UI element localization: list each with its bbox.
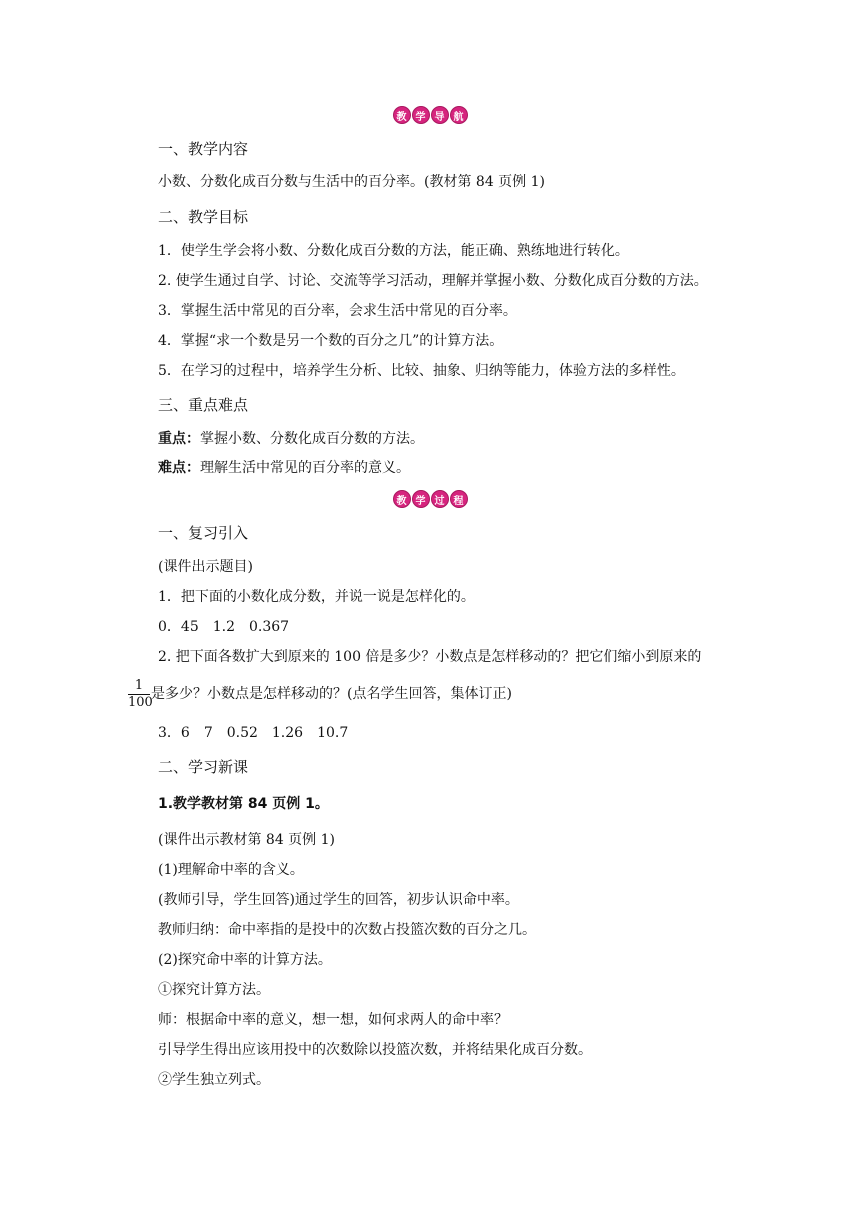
lesson-line: 引导学生得出应该用投中的次数除以投篮次数，并将结果化成百分数。 (158, 1042, 592, 1058)
review-question-cont: 是多少？小数点是怎样移动的？(点名学生回答，集体订正) (151, 686, 512, 702)
badge-char: 教 (393, 106, 411, 124)
key-point-text: 掌握小数、分数化成百分数的方法。 (200, 431, 424, 447)
difficult-point-label: 难点： (158, 460, 200, 476)
lesson-line: 师：根据命中率的意义，想一想，如何求两人的命中率？ (158, 1012, 508, 1028)
fraction-numerator: 1 (128, 678, 150, 695)
lesson-line: 教师归纳：命中率指的是投中的次数占投篮次数的百分之几。 (158, 922, 536, 938)
objective-item: 5．在学习的过程中，培养学生分析、比较、抽象、归纳等能力，体验方法的多样性。 (158, 363, 685, 379)
key-point (158, 429, 424, 449)
badge-char: 教 (393, 490, 411, 508)
teaching-guide-badge (0, 106, 860, 124)
lesson-subtitle: 1.教学教材第 84 页例 1。 (158, 796, 329, 812)
badge-char: 航 (450, 106, 468, 124)
review-numbers: 0．45 1.2 0.367 (158, 619, 290, 635)
lesson-line: ②学生独立列式。 (158, 1072, 270, 1088)
key-point-label: 重点： (158, 431, 200, 447)
review-numbers: 3．6 7 0.52 1.26 10.7 (158, 725, 349, 741)
badge-char: 学 (412, 106, 430, 124)
difficult-point (158, 458, 410, 478)
content-text: 小数、分数化成百分数与生活中的百分率。(教材第 84 页例 1) (158, 174, 545, 190)
difficult-point-text: 理解生活中常见的百分率的意义。 (200, 460, 410, 476)
lesson-line: (1)理解命中率的含义。 (158, 862, 304, 878)
objective-item: 3．掌握生活中常见的百分率，会求生活中常见的百分率。 (158, 303, 517, 319)
section-title-objectives: 二、教学目标 (158, 208, 249, 226)
lesson-line: (课件出示教材第 84 页例 1) (158, 832, 335, 848)
section-title-keypoints: 三、重点难点 (158, 396, 249, 414)
objective-item: 1．使学生学会将小数、分数化成百分数的方法，能正确、熟练地进行转化。 (158, 243, 629, 259)
objective-item: 4．掌握“求一个数是另一个数的百分之几”的计算方法。 (158, 333, 504, 349)
objective-item: 2. 使学生通过自学、讨论、交流等学习活动，理解并掌握小数、分数化成百分数的方法。 (158, 273, 708, 289)
badge-char: 导 (431, 106, 449, 124)
lesson-line: (教师引导，学生回答)通过学生的回答，初步认识命中率。 (158, 892, 519, 908)
lesson-line: ①探究计算方法。 (158, 982, 270, 998)
badge-char: 过 (431, 490, 449, 508)
review-question: 2. 把下面各数扩大到原来的 100 倍是多少？小数点是怎样移动的？把它们缩小到原来的 (158, 649, 702, 665)
fraction-one-hundredth (128, 678, 153, 711)
badge-char: 程 (450, 490, 468, 508)
section-title-content: 一、教学内容 (158, 140, 249, 158)
section-title-new-lesson: 二、学习新课 (158, 758, 249, 776)
fraction-denominator: 100 (128, 695, 153, 710)
courseware-note: (课件出示题目) (158, 559, 253, 575)
lesson-line: (2)探究命中率的计算方法。 (158, 952, 332, 968)
teaching-process-badge (0, 490, 860, 508)
badge-char: 学 (412, 490, 430, 508)
review-question: 1．把下面的小数化成分数，并说一说是怎样化的。 (158, 589, 475, 605)
section-title-review: 一、复习引入 (158, 524, 249, 542)
